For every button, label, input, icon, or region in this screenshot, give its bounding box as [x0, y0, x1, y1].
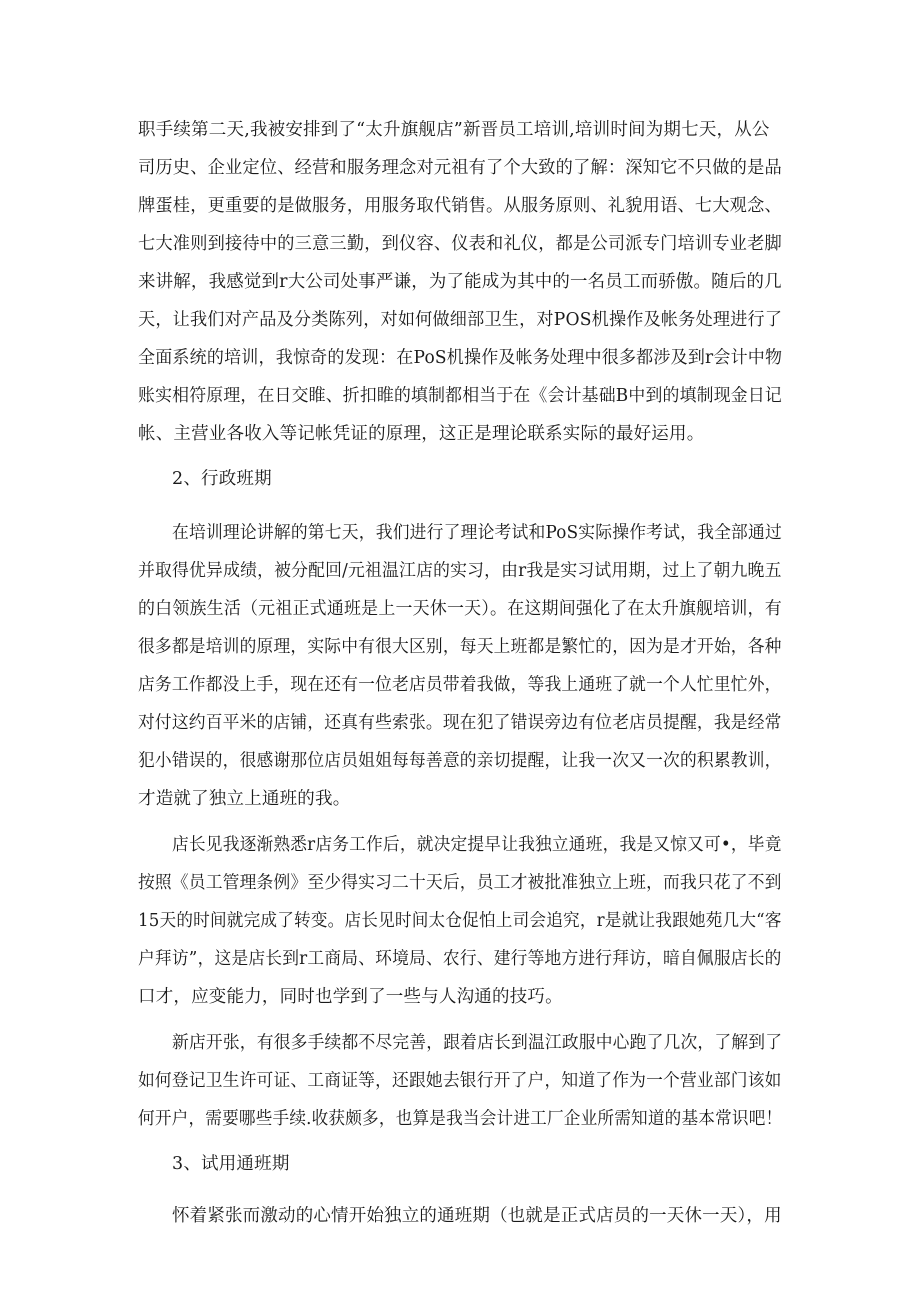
section-heading: 3、试用通班期: [172, 1154, 290, 1174]
paragraph-line: 新店开张，有很多手续都不尽完善，跟着店长到温江政服中心跑了几次，了解到了: [172, 1033, 783, 1053]
paragraph-line: 并取得优异成绩，被分配回/元祖温江店的实习，由r我是实习试用期，过上了朝九晚五: [138, 561, 782, 581]
paragraph-line: 按照《员工管理条例》至少得实习二十天后，员工才被批准独立上班，而我只花了不到: [138, 873, 782, 893]
paragraph-line: 犯小错误的，很感谢那位店员姐姐每每善意的亲切提醒，让我一次又一次的积累教训，: [138, 751, 782, 771]
paragraph-line: 店长见我逐渐熟悉r店务工作后，就决定提早让我独立通班，我是又惊又可•，毕竟: [172, 835, 782, 855]
paragraph-line: 帐、主营业各收入等记帐凭证的原理，这正是理论联系实际的最好运用。: [138, 424, 705, 444]
paragraph-line: 店务工作都没上手，现在还有一位老店员带着我做，等我上通班了就一个人忙里忙外，: [138, 675, 782, 695]
paragraph-line: 如何登记卫生许可证、工商证等，还跟她去银行开了户，知道了作为一个营业部门该如: [138, 1071, 782, 1091]
paragraph-line: 户拜访”，这是店长到r工商局、环境局、农行、建行等地方进行拜访，暗自佩服店长的: [138, 949, 782, 969]
paragraph-line: 15天的时间就完成了转变。店长见时间太仓促怕上司会追究，r是就让我跟她苑几大“客: [138, 911, 782, 931]
paragraph-line: 牌蛋桂，更重要的是做服务，用服务取代销售。从服务原则、礼貌用语、七大观念、: [138, 196, 782, 216]
paragraph-line: 全面系统的培训，我惊奇的发现：在PoS机操作及帐务处理中很多都涉及到r会计中物: [138, 348, 783, 368]
paragraph-line: 的白领族生活（元祖正式通班是上一天休一天）。在这期间强化了在太升旗舰培训，有: [138, 599, 782, 619]
paragraph-line: 在培训理论讲解的第七天，我们进行了理论考试和PoS实际操作考试，我全部通过: [172, 523, 782, 543]
paragraph-line: 怀着紧张而激动的心情开始独立的通班期（也就是正式店员的一天休一天），用: [172, 1206, 782, 1226]
paragraph-line: 司历史、企业定位、经营和服务理念对元祖有了个大致的了解：深知它不只做的是品: [138, 158, 782, 178]
paragraph-line: 何开户，需要哪些手续.收获颇多，也算是我当会计进工厂企业所需知道的基本常识吧！: [138, 1109, 783, 1129]
paragraph-line: 账实相符原理，在日交睢、折扣睢的填制都相当于在《会计基础B中到的填制现金日记: [138, 386, 782, 406]
paragraph-line: 天，让我们对产品及分类陈列，对如何做细部卫生，对POS机操作及帐务处理进行了: [138, 310, 783, 330]
paragraph-line: 来讲解，我感觉到r大公司处事严谦，为了能成为其中的一名员工而骄傲。随后的几: [138, 272, 782, 292]
paragraph-line: 才造就了独立上通班的我。: [138, 789, 351, 809]
paragraph-line: 很多都是培训的原理，实际中有很大区别，每天上班都是繁忙的，因为是才开始，各种: [138, 637, 782, 657]
paragraph-line: 口才，应变能力，同时也学到了一些与人沟通的技巧。: [138, 987, 563, 1007]
paragraph-line: 对付这约百平米的店铺，还真有些索张。现在犯了错误旁边有位老店员提醒，我是经常: [138, 713, 782, 733]
paragraph-line: 七大准则到接待中的三意三勤，到仪容、仪表和礼仪，都是公司派专门培训专业老脚: [138, 234, 782, 254]
paragraph-line: 职手续第二天,我被安排到了“太升旗舰店”新晋员工培训,培训时间为期七天，从公: [138, 120, 770, 140]
section-heading: 2、行政班期: [172, 469, 272, 489]
